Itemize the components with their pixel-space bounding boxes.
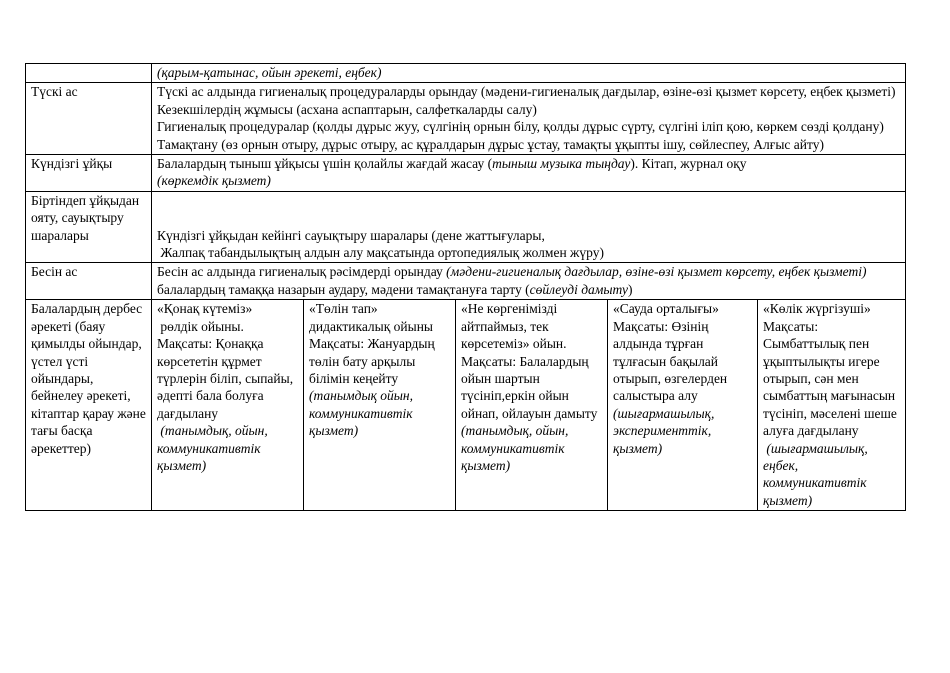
- daily-schedule-table: [25, 63, 906, 511]
- row-label: [26, 64, 152, 83]
- game-tags: (танымдық ойын, коммуникативтік қызмет): [309, 388, 413, 439]
- row-content-nap: [152, 155, 906, 192]
- wake-line: Күндізгі ұйқыдан кейінгі сауықтыру шаралары (дене жаттығулары,: [157, 227, 545, 243]
- game-tags: (шығармашылық, еңбек, коммуникативтік қызмет): [763, 440, 872, 508]
- table-row-wake: [26, 191, 906, 263]
- game-cell: [758, 300, 906, 511]
- snack-text: ): [627, 281, 633, 297]
- table-row-snack: [26, 263, 906, 300]
- wake-line: Жалпақ табандылықтың алдын алу мақсатында ортопедиялық жолмен жүру): [157, 245, 604, 261]
- nap-text-italic: тыныш музыка тыңдау: [492, 156, 631, 172]
- row-label-snack: Бесін ас: [26, 263, 152, 300]
- row-content-lunch: [152, 83, 906, 155]
- game-cell: [304, 300, 456, 511]
- nap-text: Балалардың тыныш ұйқысы үшін қолайлы жағдай жасау (: [157, 156, 493, 172]
- game-goal: Мақсаты: Қонаққа көрсететін құрмет түрлерін біліп, сыпайы, әдепті бала болуға дағдылану: [157, 336, 294, 421]
- game-goal: Мақсаты: Сымбаттылық пен ұқыптылықты игере отырып, сән мен сымбаттың мағынасын түсініп, мәселені шеше алуға дағдылану: [763, 318, 897, 439]
- row-content-wake: [152, 191, 906, 263]
- table-row-independent: [26, 300, 906, 511]
- snack-text-italic: (мәдени-гигиеналық дағдылар, өзіне-өзі қызмет көрсету, еңбек қызметі): [446, 264, 867, 280]
- snack-text-italic: сөйлеуді дамыту: [529, 281, 628, 297]
- lunch-line: Түскі ас алдында гигиеналық процедураларды орындау (мәдени-гигиеналық дағдылар, өзіне-өзі қызмет көрсету, еңбек қызметі): [157, 84, 896, 100]
- game-tags: (танымдық, ойын, коммуникативтік қызмет): [461, 423, 569, 473]
- game-cell: [456, 300, 608, 511]
- game-tags: (танымдық, ойын, коммуникативтік қызмет): [157, 423, 272, 473]
- nap-text: ). Кітап, журнал оқу: [630, 156, 747, 172]
- game-title: «Сауда орталығы»: [613, 301, 719, 317]
- table-row: [26, 64, 906, 83]
- row-label-independent: Балалардың дербес әрекеті (баяу қимылды ойындар, үстел үсті ойындары, бейнелеу әрекеті, кітаптар қарау және тағы басқа әрекеттер): [26, 300, 152, 511]
- game-title: «Не көргенімізді айтпаймыз, тек көрсетеміз» ойын.: [461, 301, 567, 352]
- row-content-snack: [152, 263, 906, 300]
- game-cell: [152, 300, 304, 511]
- game-goal: Мақсаты: Жануардың төлін бату арқылы білімін кеңейту: [309, 336, 435, 386]
- game-title: «Қонақ күтеміз»: [157, 301, 253, 317]
- game-tags: (шығармашылық, эксперименттік, қызмет): [613, 405, 715, 456]
- game-kind: рөлдік ойыны.: [157, 318, 244, 334]
- lunch-line: Кезекшілердің жұмысы (асхана аспаптарын, салфеткаларды салу): [157, 101, 537, 117]
- row-content: (қарым-қатынас, ойын әрекеті, еңбек): [152, 64, 906, 83]
- game-goal: Мақсаты: Өзінің алдында тұрған тұлғасын бақылай отырып, өзгелерден салыстыра алу: [613, 318, 728, 404]
- lunch-line: Гигиеналық процедуралар (қолды дұрыс жуу, сүлгінің орнын білу, қолды дұрыс сүрту, сүлгіні іліп қою, көркем сөзді қолдану): [157, 119, 884, 135]
- table-row-lunch: [26, 83, 906, 155]
- snack-text: Бесін ас алдында гигиеналық рәсімдерді орындау: [157, 264, 447, 280]
- game-kind: дидактикалық ойыны: [309, 318, 434, 334]
- lunch-line: Тамақтану (өз орнын отыру, дұрыс отыру, ас құралдарын дұрыс ұстау, тамақты ұқыпты ішу, сөйлеспеу, Алғыс айту): [157, 136, 824, 152]
- row-label-lunch: Түскі ас: [26, 83, 152, 155]
- row-label-nap: Күндізгі ұйқы: [26, 155, 152, 192]
- nap-text-italic: (көркемдік қызмет): [157, 173, 271, 189]
- game-title: «Көлік жүргізуші»: [763, 301, 871, 317]
- schedule-page: [25, 63, 905, 511]
- snack-text: балалардың тамаққа назарын аудару, мәдени тамақтануға тарту (: [157, 281, 530, 297]
- game-title: «Төлін тап»: [309, 301, 378, 317]
- game-cell: [608, 300, 758, 511]
- game-goal: Мақсаты: Балалардың ойын шартын түсініп,еркін ойын ойнап, ойлауын дамыту: [461, 353, 598, 421]
- table-row-nap: [26, 155, 906, 192]
- row-label-wake: Біртіндеп ұйқыдан ояту, сауықтыру шаралары: [26, 191, 152, 263]
